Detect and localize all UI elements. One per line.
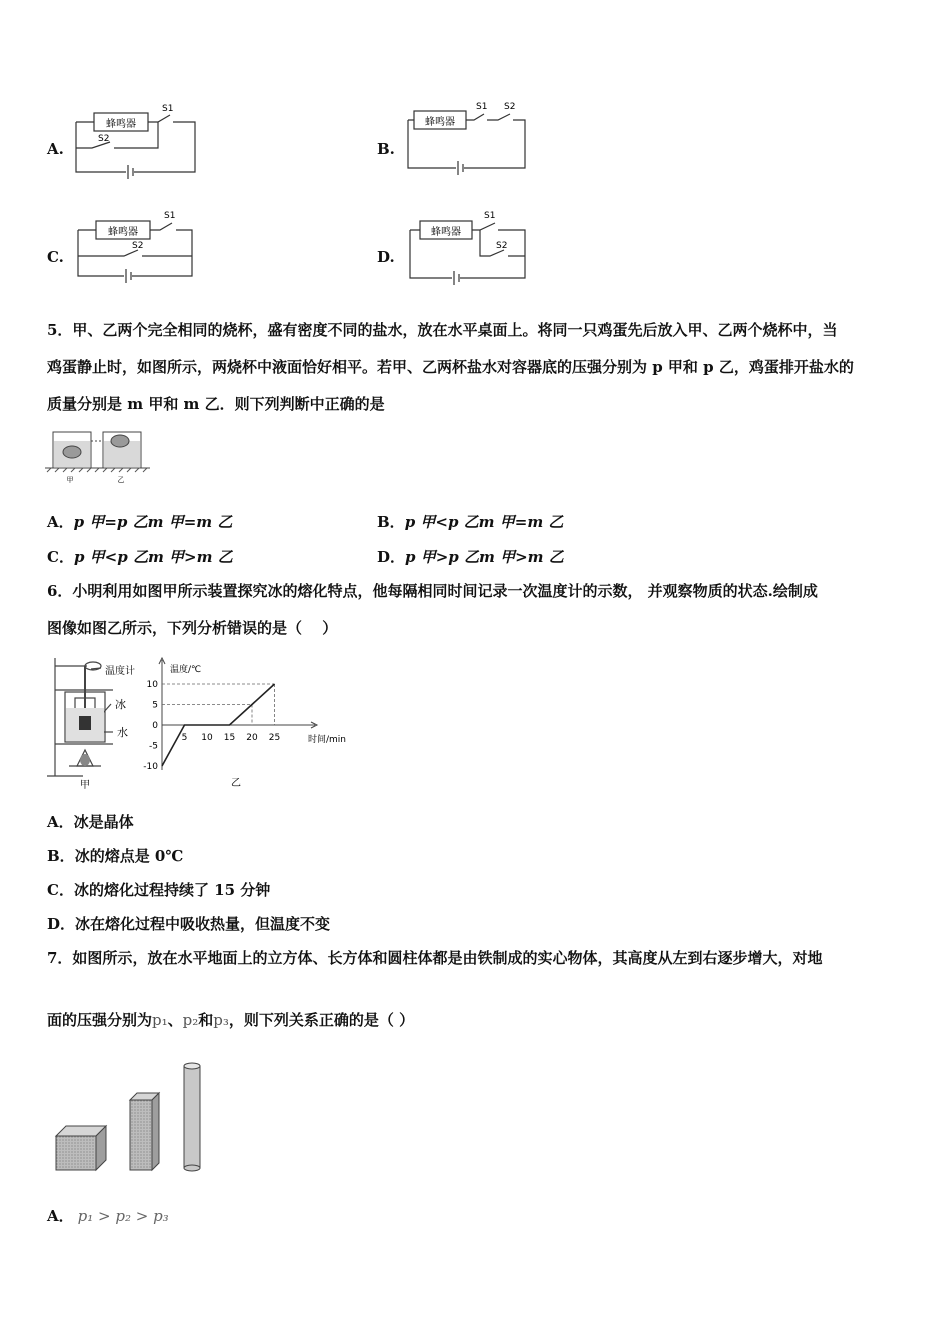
y-tick-label: -10: [143, 762, 158, 772]
y-tick-label: -5: [149, 741, 158, 752]
question-5-text-line3: 质量分别是 m 甲和 m 乙．则下列判断中正确的是: [47, 395, 385, 413]
q6-option-d[interactable]: D．冰在熔化过程中吸收热量，但温度不变: [47, 915, 331, 933]
svg-text:S1: S1: [162, 104, 174, 114]
q5-option-d[interactable]: D．p 甲>p 乙m 甲>m 乙: [377, 548, 564, 566]
flame: [80, 754, 90, 766]
x-tick-label: 15: [223, 733, 236, 743]
y-tick-label: 5: [152, 700, 158, 711]
x-tick-label: 25: [268, 733, 281, 743]
chart-caption: 乙: [231, 778, 241, 789]
option-letter-b: B.: [377, 140, 395, 158]
question-6-text-line1: 6．小明利用如图甲所示装置探究冰的熔化特点，他每隔相同时间记录一次温度计的示数， 并观察物质的状态.绘制成: [47, 582, 818, 600]
circuit-diagram-d: [400, 208, 535, 288]
egg-left: [63, 446, 81, 458]
svg-text:冰: 冰: [115, 698, 126, 711]
circuit-diagram-a: [70, 100, 205, 180]
option-letter-a: A.: [47, 140, 64, 158]
circuit-diagram-c: [70, 208, 205, 288]
q7-option-a[interactable]: A． p₁ > p₂ > p₃: [47, 1207, 169, 1225]
svg-text:蜂鸣器: 蜂鸣器: [108, 227, 138, 238]
question-7-text-line1: 7．如图所示，放在水平地面上的立方体、长方体和圆柱体都是由铁制成的实心物体，其高度从左到右逐步增大，对地: [47, 949, 823, 967]
temperature-time-chart: [140, 656, 355, 791]
cuboid: [130, 1100, 152, 1170]
egg-right: [111, 435, 129, 447]
cube: [56, 1136, 96, 1170]
svg-text:S1: S1: [476, 102, 488, 112]
x-tick-label: 20: [246, 733, 258, 743]
q6-option-c[interactable]: C．冰的熔化过程持续了 15 分钟: [47, 881, 271, 899]
ice-block: [79, 716, 91, 730]
y-tick-label: 10: [146, 680, 158, 690]
x-tick-label: 5: [181, 733, 188, 743]
q5-option-c[interactable]: C．p 甲<p 乙m 甲>m 乙: [47, 548, 233, 566]
q5-option-b[interactable]: B．p 甲<p 乙m 甲=m 乙: [377, 513, 564, 531]
q6-option-a[interactable]: A．冰是晶体: [47, 813, 134, 831]
svg-text:S2: S2: [132, 241, 144, 251]
svg-text:蜂鸣器: 蜂鸣器: [431, 227, 461, 238]
svg-text:S2: S2: [98, 134, 110, 144]
chart-ylabel: 温度/℃: [170, 665, 202, 675]
q5-option-a[interactable]: A．p 甲=p 乙m 甲=m 乙: [47, 513, 233, 531]
apparatus-figure: [45, 652, 150, 790]
option-letter-d: D.: [377, 248, 395, 266]
question-6-text-line2: 图像如图乙所示，下列分析错误的是（ ）: [47, 619, 338, 637]
svg-text:S2: S2: [504, 102, 516, 112]
buzzer-label: 蜂鸣器: [106, 119, 136, 130]
option-letter-c: C.: [47, 248, 64, 266]
cylinder: [184, 1066, 200, 1168]
x-tick-label: 10: [201, 733, 213, 743]
question-5-text-line2: 鸡蛋静止时，如图所示，两烧杯中液面恰好相平。若甲、乙两杯盐水对容器底的压强分别为 p 甲和 p 乙，鸡蛋排开盐水的: [47, 358, 854, 376]
svg-text:S2: S2: [496, 241, 508, 251]
svg-text:乙: 乙: [117, 476, 125, 484]
svg-text:S1: S1: [484, 211, 496, 221]
svg-text:甲: 甲: [66, 476, 74, 484]
svg-text:甲: 甲: [80, 780, 90, 790]
question-5-text-line1: 5．甲、乙两个完全相同的烧杯，盛有密度不同的盐水，放在水平桌面上。将同一只鸡蛋先后放入甲、乙两个烧杯中，当: [47, 321, 838, 339]
svg-text:S1: S1: [164, 211, 176, 221]
svg-text:温度计: 温度计: [105, 666, 135, 677]
circuit-diagram-b: [400, 98, 535, 178]
chart-xlabel: 时间/min: [308, 735, 347, 745]
beakers-figure: [45, 426, 155, 486]
svg-text:蜂鸣器: 蜂鸣器: [425, 117, 455, 128]
solids-figure: [50, 1058, 220, 1178]
svg-text:水: 水: [117, 726, 128, 739]
question-7-text-line2: 面的压强分别为p₁、p₂和p₃，则下列关系正确的是（ ）: [47, 1011, 415, 1029]
q6-option-b[interactable]: B．冰的熔点是 0℃: [47, 847, 184, 865]
y-tick-label: 0: [152, 721, 158, 731]
